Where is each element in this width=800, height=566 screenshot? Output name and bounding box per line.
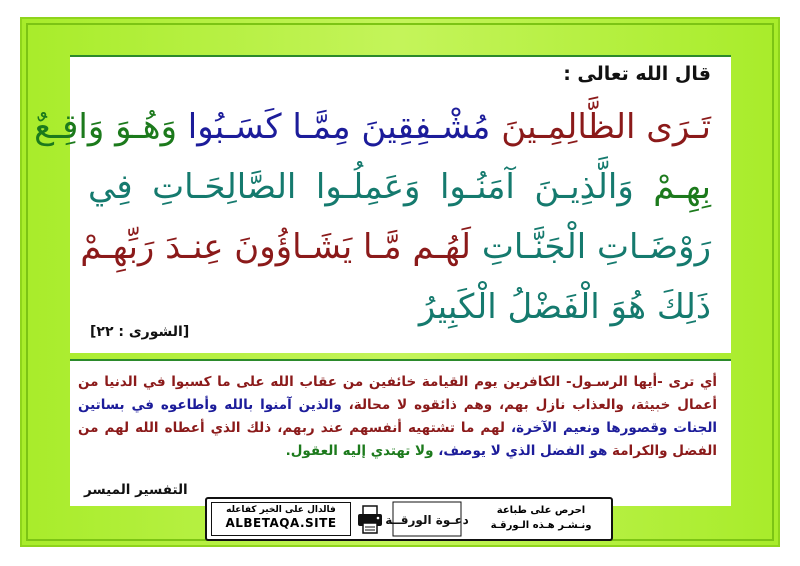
- verse-segment: تَـرَى الظَّالِمِـينَ: [501, 107, 711, 147]
- verse-segment: بِهِـمْ: [653, 167, 712, 207]
- print-note: [475, 499, 607, 539]
- site-url[interactable]: ALBETAQA.SITE: [225, 516, 337, 530]
- print-note-line-1: احرص على طباعة: [496, 505, 586, 516]
- footer-banner: [205, 497, 613, 541]
- verse-line-2: [88, 167, 711, 207]
- printer-icon: [355, 499, 385, 539]
- verse-line-1: [34, 107, 711, 147]
- tafsir-segment: أي ترى -أيها الرسـول- الكافرين يوم القيامة خائفين من عقاب الله على ما كسبوا في الدنيا من أعمال خبيثة، والعذاب نازل بهم، وهم ذائقوه لا محالة،: [78, 374, 717, 413]
- verse-heading: قال الله تعالى :: [563, 63, 711, 85]
- verse-line-4: ذَلِكَ هُوَ الْفَضْلُ الْكَبِيرُ: [418, 287, 711, 327]
- verse-segment: مُشْـفِقِينَ مِمَّـا كَسَـبُوا: [187, 107, 491, 147]
- verse-segment: لَهُـم مَّـا يَشَـاؤُونَ عِنـدَ رَبِّهِـمْ: [80, 227, 471, 267]
- tafsir-segment: ولا تهتدي إليه العقول.: [285, 443, 434, 459]
- verse-segment: وَهُـوَ وَاقِـعٌ: [34, 107, 177, 147]
- verse-segment: رَوْضَـاتِ الْجَنَّـاتِ: [481, 227, 711, 267]
- tafsir-segment: هو الفضل الذي لا يوصف،: [438, 443, 608, 459]
- site-caption: فالدال على الخير كفاعله: [226, 505, 336, 515]
- svg-text:دعـوة الورقــة: دعـوة الورقــة: [385, 513, 469, 527]
- print-note-line-2: ونـشـر هـذه الـورقـة: [490, 520, 592, 531]
- verse-line-3: [80, 227, 711, 267]
- dawat-alwaraqa-logo: [385, 499, 469, 539]
- site-box: [211, 502, 351, 536]
- tafsir-segment: والذين آمنوا بالله وأطاعوه في بساتين الجنات وقصورها ونعيم الآخرة،: [78, 397, 718, 436]
- tafsir-text: [78, 371, 717, 463]
- tafsir-source: التفسير الميسر: [84, 482, 188, 498]
- surah-reference: [الشورى : ٢٢]: [90, 324, 190, 340]
- tafsir-segment: لهم ما تشتهيه أنفسهم عند ربهم، ذلك الذي أعطاه الله لهم من الفضل والكرامة: [78, 420, 717, 459]
- verse-card: [34, 55, 731, 353]
- verse-segment: وَالَّذِيـنَ آمَنُـوا وَعَمِلُـوا الصَّالِحَـاتِ فِي: [88, 167, 634, 207]
- tafsir-card: [70, 359, 731, 506]
